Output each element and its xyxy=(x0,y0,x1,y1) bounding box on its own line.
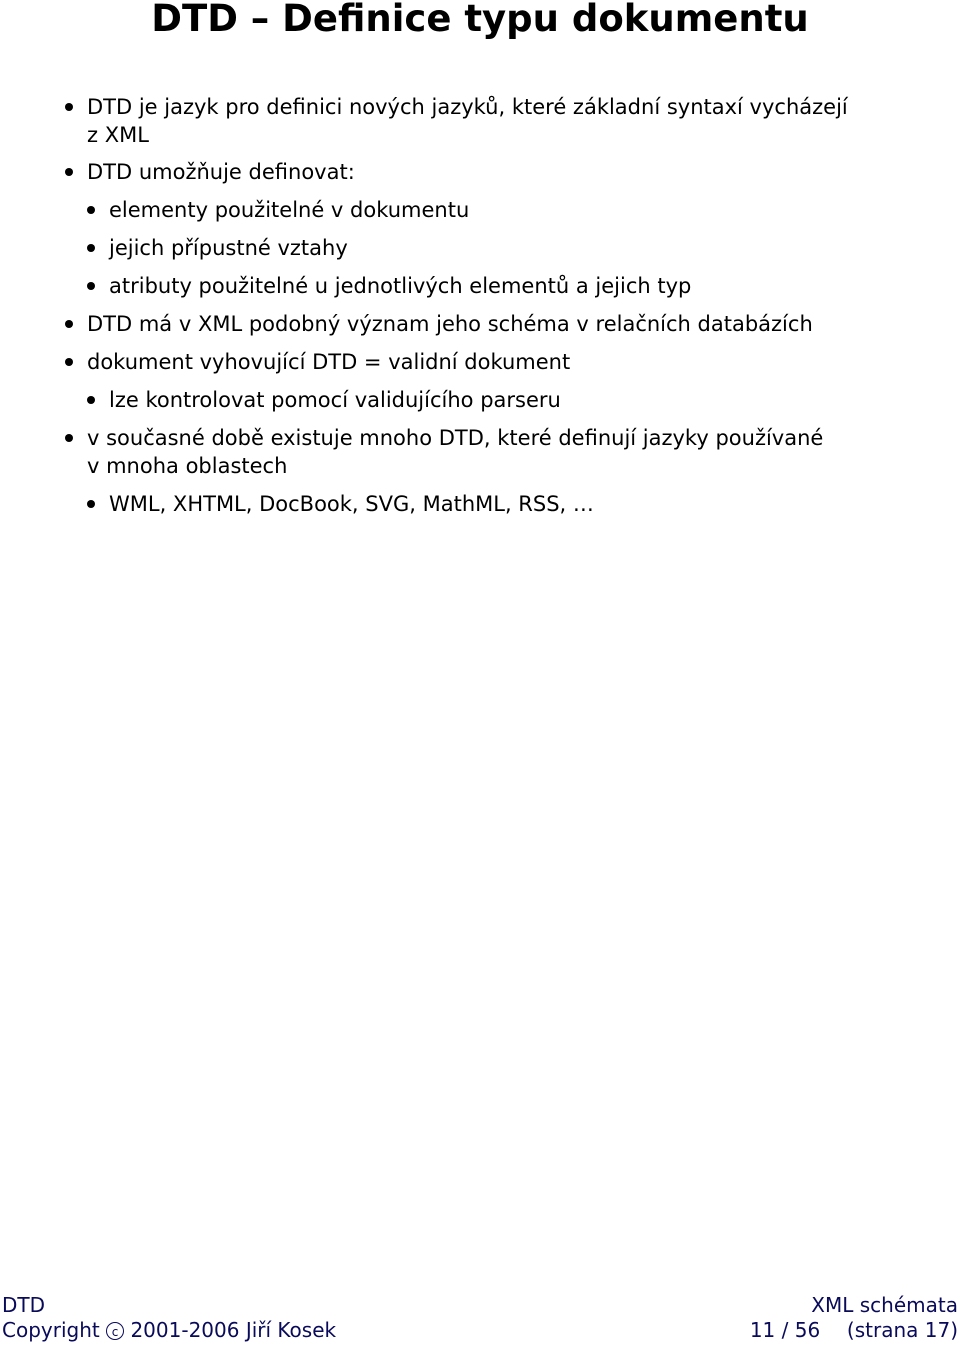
copyright-icon: c xyxy=(106,1322,124,1340)
footer-section-right: XML schémata xyxy=(811,1293,958,1317)
bullet-icon xyxy=(65,168,73,176)
list-item-line: jejich přípustné vztahy xyxy=(109,236,348,260)
copyright-text: 2001-2006 Jiří Kosek xyxy=(130,1318,337,1342)
bullet-icon xyxy=(65,434,73,442)
bullet-icon xyxy=(87,244,95,252)
bullet-icon xyxy=(65,103,73,111)
list-item-line: DTD má v XML podobný význam jeho schéma v relačních databázích xyxy=(87,312,813,336)
list-item xyxy=(109,234,348,262)
list-item-line: v současné době existuje mnoho DTD, které definují jazyky používané xyxy=(87,426,824,450)
list-item xyxy=(87,158,355,186)
list-item-line: z XML xyxy=(87,123,149,147)
list-item xyxy=(109,490,594,518)
list-item-line: atributy použitelné u jednotlivých elementů a jejich typ xyxy=(109,274,692,298)
list-item xyxy=(109,196,469,224)
list-item-line: v mnoha oblastech xyxy=(87,454,288,478)
list-item xyxy=(109,386,561,414)
page-counter: 11 / 56 xyxy=(749,1318,821,1342)
list-item-line: DTD je jazyk pro definici nových jazyků, které základní syntaxí vycházejí xyxy=(87,95,848,119)
bullet-icon xyxy=(87,206,95,214)
bullet-icon xyxy=(87,500,95,508)
list-item xyxy=(87,424,823,480)
bullet-icon xyxy=(65,320,73,328)
list-item-line: elementy použitelné v dokumentu xyxy=(109,198,470,222)
page-reference: (strana 17) xyxy=(846,1318,958,1342)
bullet-icon xyxy=(65,358,73,366)
list-item xyxy=(87,310,813,338)
list-item-line: dokument vyhovující DTD = validní dokument xyxy=(87,350,571,374)
list-item xyxy=(109,272,691,300)
copyright-label: Copyright xyxy=(2,1318,100,1342)
footer-copyright xyxy=(2,1319,336,1341)
list-item-line: DTD umožňuje definovat: xyxy=(87,160,355,184)
footer-pagination xyxy=(750,1319,958,1341)
list-item-line: lze kontrolovat pomocí validujícího parseru xyxy=(109,388,561,412)
list-item-line: WML, XHTML, DocBook, SVG, MathML, RSS, … xyxy=(109,492,594,516)
bullet-icon xyxy=(87,282,95,290)
list-item xyxy=(87,348,570,376)
footer-section-left: DTD xyxy=(2,1293,46,1317)
list-item xyxy=(87,93,848,149)
bullet-icon xyxy=(87,396,95,404)
slide-title: DTD – Definice typu dokumentu xyxy=(151,0,809,40)
